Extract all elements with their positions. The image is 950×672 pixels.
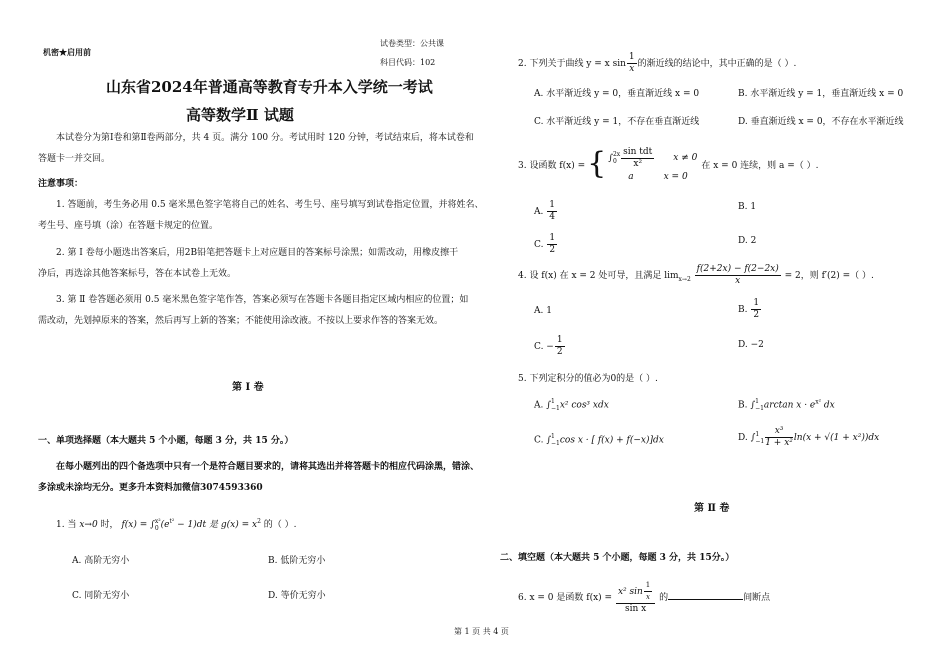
exam-title: 山东省2024年普通高等教育专升本入学统一考试 bbox=[106, 78, 433, 96]
page-footer: 第 1 页 共 4 页 bbox=[454, 627, 509, 636]
note1-line1: 1. 答题前，考生务必用 0.5 毫米黑色签字笔将自己的姓名、考生号、座号填写到试卷指定位置，并将姓名、 bbox=[56, 200, 484, 210]
note1-line2: 考生号、座号填（涂）在答题卡规定的位置。 bbox=[38, 221, 219, 231]
note2-line2: 净后，再选涂其他答案标号，答在本试卷上无效。 bbox=[38, 269, 237, 279]
q3-option-a: A. $\frac{1}{4}$ bbox=[534, 200, 555, 222]
section1-heading: 一、单项选择题（本大题共 5 个小题，每题 3 分，共 15 分。） bbox=[38, 436, 294, 446]
part1-title: 第 Ⅰ 卷 bbox=[232, 382, 264, 393]
notes-heading: 注意事项： bbox=[38, 179, 84, 189]
q2-option-c: C. 水平渐近线 y = 1，不存在垂直渐近线 bbox=[534, 117, 700, 127]
q1-option-d: D. 等价无穷小 bbox=[268, 591, 326, 601]
note3-line1: 3. 第 Ⅱ 卷答题必须用 0.5 毫米黑色签字笔作答，答案必须写在答题卡各题目指定区域内相应的位置；如 bbox=[56, 295, 469, 305]
secret-label: 机密★启用前 bbox=[43, 47, 91, 57]
q3-option-c: C. $\frac{1}{2}$ bbox=[534, 233, 556, 255]
section1-instr2: 多涂或未涂均无分。更多升本资料加微信3074593360 bbox=[38, 483, 263, 493]
q4-option-c: C. − $\frac{1}{2}$ bbox=[534, 335, 563, 357]
q1-option-b: B. 低阶无穷小 bbox=[268, 556, 326, 566]
q5-option-c: C. ∫ 1 −1 cos x · [ f(x) + f(−x)]dx bbox=[534, 433, 664, 447]
q5-option-b: B. ∫ 1 −1 $\arctan x \cdot e^{x^2}$ dx bbox=[738, 398, 835, 412]
subject-code: 科目代码：102 bbox=[380, 58, 436, 67]
q3-option-b: B. 1 bbox=[738, 202, 757, 212]
q5-stem: 5. 下列定积分的值必为0的是（ ）. bbox=[518, 374, 658, 384]
q2-stem: 2. 下列关于曲线 y = x sin $\frac{1}{x}$ 的渐近线的结论中，其中正确的是（ ）. bbox=[518, 52, 797, 74]
q2-option-a: A. 水平渐近线 y = 0，垂直渐近线 x = 0 bbox=[534, 89, 700, 99]
section1-instr1: 在每小题列出的四个备选项中只有一个是符合题目要求的，请将其选出并将答题卡的相应代码涂黑，错涂、 bbox=[56, 462, 480, 472]
intro-line2: 答题卡一并交回。 bbox=[38, 154, 111, 164]
note2-line1: 2. 第 Ⅰ 卷每小题选出答案后，用2B铅笔把答题卡上对应题目的答案标号涂黑；如需改动，用橡皮擦干 bbox=[56, 248, 459, 258]
q3-option-d: D. 2 bbox=[738, 236, 757, 246]
q5-option-a: A. ∫ 1 −1 x² cos³ xdx bbox=[534, 398, 609, 412]
q4-option-d: D. −2 bbox=[738, 340, 764, 350]
q1-stem: 1. 当 x→0 时， f(x) = ∫ x² 0 $(e^{t^2} - 1)dt$ 是 $g(x) = x^2$ 的（ ）. bbox=[56, 517, 297, 532]
q2-option-b: B. 水平渐近线 y = 1，垂直渐近线 x = 0 bbox=[738, 89, 904, 99]
q4-option-b: B. $\frac{1}{2}$ bbox=[738, 298, 760, 320]
q6-answer-blank[interactable] bbox=[668, 591, 743, 600]
q2-option-d: D. 垂直渐近线 x = 0，不存在水平渐近线 bbox=[738, 117, 904, 127]
exam-subtitle: 高等数学Ⅱ 试题 bbox=[186, 106, 294, 124]
q6-stem: 6. x = 0 是函数 f(x) = x² sin $\frac{1}{x}$ sin x 的 间断点 bbox=[518, 581, 771, 614]
q5-option-d: D. ∫ 1 −1 $\frac{\text{x³}}{\text{1 + x²}}$ ln(x + √(1 + x²))dx bbox=[738, 426, 880, 448]
section2-heading: 二、填空题（本大题共 5 个小题，每题 3 分，共 15分。） bbox=[500, 553, 735, 563]
part2-title: 第 Ⅱ 卷 bbox=[694, 503, 730, 514]
q4-option-a: A. 1 bbox=[534, 306, 552, 316]
q4-stem: 4. 设 f(x) 在 x = 2 处可导，且满足 $\lim_{x\to 2}$ $\frac{f(2+2x) - f(2-2x)}{x}$ = 2，则 f′(2) =（ ）. bbox=[518, 264, 874, 286]
exam-type: 试卷类型：公共课 bbox=[380, 39, 444, 48]
note3-line2: 需改动，先划掉原来的答案，然后再写上新的答案；不能使用涂改液。不按以上要求作答的答案无效。 bbox=[38, 316, 444, 326]
q1-option-a: A. 高阶无穷小 bbox=[72, 556, 130, 566]
q1-option-c: C. 同阶无穷小 bbox=[72, 591, 130, 601]
intro-line1: 本试卷分为第Ⅰ卷和第Ⅱ卷两部分，共 4 页。满分 100 分。考试用时 120 分钟，考试结束后，将本试卷和 bbox=[56, 133, 474, 143]
q3-stem: 3. 设函数 f(x) = { ∫ 2x 0 $\frac{\text{sin tdt}}{\text{x²}}$ x ≠ 0 a x = 0 在 x = 0 连续，则 a =（ ）. bbox=[518, 146, 819, 182]
